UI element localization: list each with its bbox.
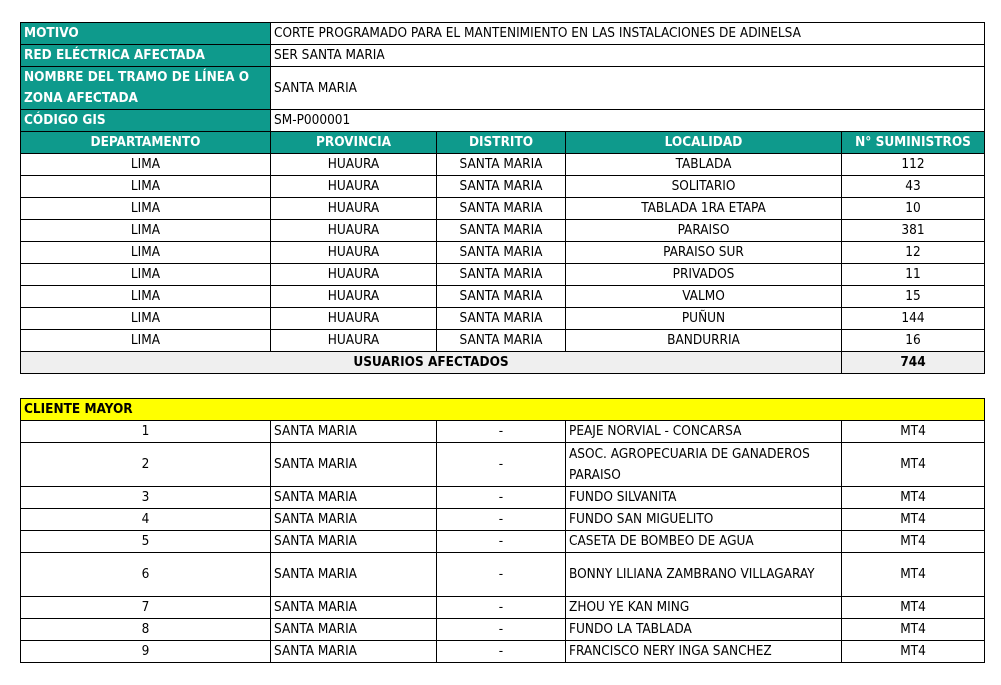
row-provincia: HUAURA	[271, 154, 437, 176]
tramo-value: SANTA MARIA	[271, 67, 985, 110]
cliente-name: ASOC. AGROPECUARIA DE GANADEROS PARAISO	[566, 443, 842, 487]
row-suministros: 15	[842, 286, 985, 308]
cliente-tarifa: MT4	[842, 509, 985, 531]
table-row	[21, 198, 985, 220]
list-item	[21, 597, 985, 619]
row-localidad: PRIVADOS	[566, 264, 842, 286]
cliente-dash: -	[437, 487, 566, 509]
cliente-distrito: SANTA MARIA	[271, 597, 437, 619]
cliente-distrito: SANTA MARIA	[271, 619, 437, 641]
gis-value: SM-P000001	[271, 110, 985, 132]
motivo-value: CORTE PROGRAMADO PARA EL MANTENIMIENTO EN LAS INSTALACIONES DE ADINELSA	[271, 23, 985, 45]
table-row	[21, 154, 985, 176]
table-row	[21, 330, 985, 352]
cliente-name: FUNDO LA TABLADA	[566, 619, 842, 641]
row-localidad: BANDURRIA	[566, 330, 842, 352]
row-suministros: 11	[842, 264, 985, 286]
row-localidad: PUÑUN	[566, 308, 842, 330]
cliente-tarifa: MT4	[842, 619, 985, 641]
row-distrito: SANTA MARIA	[437, 308, 566, 330]
cliente-name: ZHOU YE KAN MING	[566, 597, 842, 619]
gis-label: CÓDIGO GIS	[21, 110, 271, 132]
cliente-name: FUNDO SILVANITA	[566, 487, 842, 509]
cliente-tarifa: MT4	[842, 421, 985, 443]
cliente-name: BONNY LILIANA ZAMBRANO VILLAGARAY	[566, 553, 842, 597]
table-row	[21, 264, 985, 286]
row-localidad: TABLADA	[566, 154, 842, 176]
motivo-label: MOTIVO	[21, 23, 271, 45]
cliente-number: 6	[21, 553, 271, 597]
list-item	[21, 619, 985, 641]
total-value: 744	[842, 352, 985, 374]
red-label: RED ELÉCTRICA AFECTADA	[21, 45, 271, 67]
total-row	[21, 352, 985, 374]
motivo-row	[21, 23, 985, 45]
list-item	[21, 487, 985, 509]
row-localidad: PARAISO SUR	[566, 242, 842, 264]
row-departamento: LIMA	[21, 330, 271, 352]
cliente-distrito: SANTA MARIA	[271, 487, 437, 509]
list-item	[21, 443, 985, 487]
header-distrito: DISTRITO	[437, 132, 566, 154]
cliente-number: 2	[21, 443, 271, 487]
row-provincia: HUAURA	[271, 286, 437, 308]
row-provincia: HUAURA	[271, 264, 437, 286]
row-departamento: LIMA	[21, 308, 271, 330]
cliente-dash: -	[437, 509, 566, 531]
row-departamento: LIMA	[21, 176, 271, 198]
table-row	[21, 220, 985, 242]
list-item	[21, 531, 985, 553]
cliente-name: PEAJE NORVIAL - CONCARSA	[566, 421, 842, 443]
row-localidad: TABLADA 1RA ETAPA	[566, 198, 842, 220]
cliente-tarifa: MT4	[842, 641, 985, 663]
cliente-distrito: SANTA MARIA	[271, 421, 437, 443]
row-provincia: HUAURA	[271, 308, 437, 330]
cliente-number: 5	[21, 531, 271, 553]
cliente-tarifa: MT4	[842, 597, 985, 619]
cliente-dash: -	[437, 421, 566, 443]
row-suministros: 12	[842, 242, 985, 264]
row-distrito: SANTA MARIA	[437, 198, 566, 220]
cliente-tarifa: MT4	[842, 487, 985, 509]
list-item	[21, 509, 985, 531]
cliente-distrito: SANTA MARIA	[271, 443, 437, 487]
cliente-mayor-title: CLIENTE MAYOR	[21, 399, 985, 421]
row-provincia: HUAURA	[271, 220, 437, 242]
cliente-mayor-header	[21, 399, 985, 421]
cliente-number: 4	[21, 509, 271, 531]
cliente-distrito: SANTA MARIA	[271, 531, 437, 553]
header-suministros: N° SUMINISTROS	[842, 132, 985, 154]
table-row	[21, 242, 985, 264]
list-item	[21, 421, 985, 443]
list-item	[21, 553, 985, 597]
row-suministros: 43	[842, 176, 985, 198]
cliente-number: 7	[21, 597, 271, 619]
row-provincia: HUAURA	[271, 242, 437, 264]
cliente-mayor-table	[20, 398, 985, 663]
affected-supply-table	[20, 22, 985, 374]
tramo-label: NOMBRE DEL TRAMO DE LÍNEA O ZONA AFECTADA	[21, 67, 271, 110]
table-row	[21, 308, 985, 330]
red-value: SER SANTA MARIA	[271, 45, 985, 67]
row-suministros: 10	[842, 198, 985, 220]
row-provincia: HUAURA	[271, 176, 437, 198]
cliente-dash: -	[437, 619, 566, 641]
row-localidad: SOLITARIO	[566, 176, 842, 198]
row-provincia: HUAURA	[271, 198, 437, 220]
cliente-name: FUNDO SAN MIGUELITO	[566, 509, 842, 531]
row-distrito: SANTA MARIA	[437, 220, 566, 242]
row-departamento: LIMA	[21, 242, 271, 264]
cliente-mayor-rows	[21, 421, 985, 663]
row-departamento: LIMA	[21, 154, 271, 176]
cliente-tarifa: MT4	[842, 531, 985, 553]
row-provincia: HUAURA	[271, 330, 437, 352]
table-row	[21, 286, 985, 308]
row-departamento: LIMA	[21, 264, 271, 286]
row-distrito: SANTA MARIA	[437, 176, 566, 198]
cliente-dash: -	[437, 531, 566, 553]
row-localidad: PARAISO	[566, 220, 842, 242]
row-departamento: LIMA	[21, 220, 271, 242]
row-suministros: 381	[842, 220, 985, 242]
row-distrito: SANTA MARIA	[437, 286, 566, 308]
row-localidad: VALMO	[566, 286, 842, 308]
red-row	[21, 45, 985, 67]
cliente-name: CASETA DE BOMBEO DE AGUA	[566, 531, 842, 553]
gis-row	[21, 110, 985, 132]
cliente-dash: -	[437, 597, 566, 619]
header-localidad: LOCALIDAD	[566, 132, 842, 154]
row-distrito: SANTA MARIA	[437, 264, 566, 286]
cliente-distrito: SANTA MARIA	[271, 641, 437, 663]
row-distrito: SANTA MARIA	[437, 242, 566, 264]
cliente-tarifa: MT4	[842, 443, 985, 487]
cliente-tarifa: MT4	[842, 553, 985, 597]
cliente-distrito: SANTA MARIA	[271, 553, 437, 597]
row-departamento: LIMA	[21, 286, 271, 308]
row-suministros: 144	[842, 308, 985, 330]
cliente-dash: -	[437, 553, 566, 597]
cliente-number: 3	[21, 487, 271, 509]
cliente-dash: -	[437, 641, 566, 663]
header-provincia: PROVINCIA	[271, 132, 437, 154]
tramo-row	[21, 67, 985, 110]
cliente-name: FRANCISCO NERY INGA SANCHEZ	[566, 641, 842, 663]
localidad-rows	[21, 154, 985, 352]
row-distrito: SANTA MARIA	[437, 330, 566, 352]
row-departamento: LIMA	[21, 198, 271, 220]
cliente-number: 9	[21, 641, 271, 663]
total-label: USUARIOS AFECTADOS	[21, 352, 842, 374]
list-item	[21, 641, 985, 663]
row-suministros: 16	[842, 330, 985, 352]
column-header-row	[21, 132, 985, 154]
table-row	[21, 176, 985, 198]
header-departamento: DEPARTAMENTO	[21, 132, 271, 154]
cliente-distrito: SANTA MARIA	[271, 509, 437, 531]
cliente-number: 8	[21, 619, 271, 641]
cliente-number: 1	[21, 421, 271, 443]
row-suministros: 112	[842, 154, 985, 176]
cliente-dash: -	[437, 443, 566, 487]
row-distrito: SANTA MARIA	[437, 154, 566, 176]
